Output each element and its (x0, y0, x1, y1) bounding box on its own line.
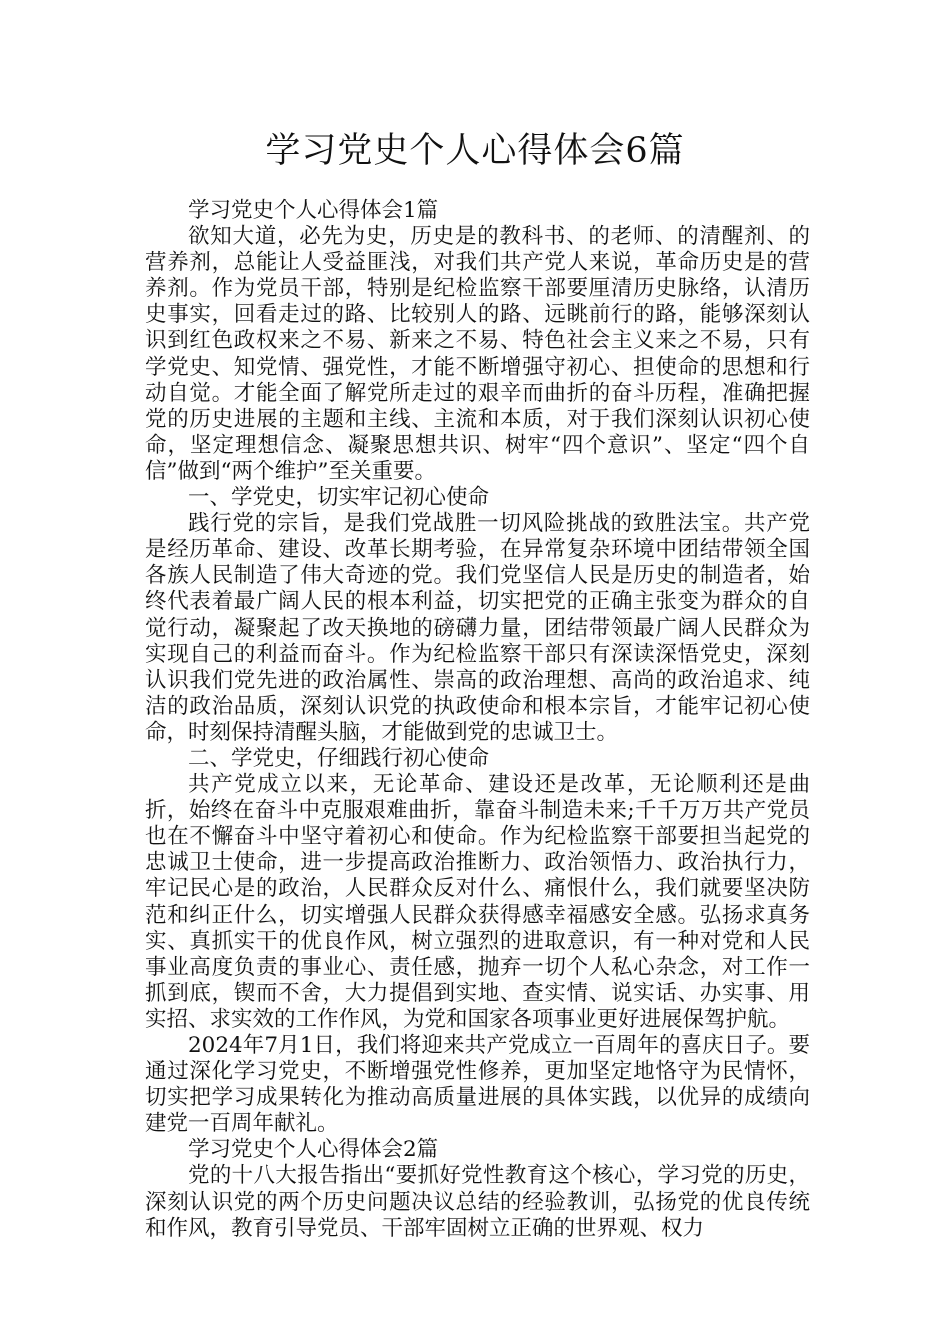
section-heading-1: 学习党史个人心得体会1篇 (188, 198, 439, 223)
body-paragraph: 践行党的宗旨，是我们党战胜一切风险挑战的致胜法宝。共产党是经历革命、建设、改革长期考验，在异常复杂环境中团结带领全国各族人民制造了伟大奇迹的党。我们党坚信人民是历史的制造者，始终代表着最广阔人民的根本利益，切实把党的正确主张变为群众的自觉行动，凝聚起了改天换地的磅礴力量，团结带领最广阔人民群众为实现自己的利益而奋斗。作为纪检监察干部只有深读深悟党史，深刻认识我们党先进的政治属性、崇高的政治理想、高尚的政治追求、纯洁的政治品质，深刻认识党的执政使命和根本宗旨，才能牢记初心使命，时刻保持清醒头脑，才能做到党的忠诚卫士。 (145, 511, 810, 745)
document-body (145, 198, 810, 1242)
body-paragraph: 2024年7月1日，我们将迎来共产党成立一百周年的喜庆日子。要通过深化学习党史，不断增强党性修养，更加坚定地恪守为民情怀，切实把学习成果转化为推动高质量进展的具体实践，以优异的成绩向建党一百周年献礼。 (145, 1033, 810, 1137)
document-title: 学习党史个人心得体会6篇 (265, 131, 685, 171)
subsection-heading: 二、学党史，仔细践行初心使命 (188, 745, 490, 771)
body-paragraph: 欲知大道，必先为史，历史是的教科书、的老师、的清醒剂、的营养剂，总能让人受益匪浅，对我们共产党人来说，革命历史是的营养剂。作为党员干部，特别是纪检监察干部要厘清历史脉络，认清历史事实，回看走过的路、比较别人的路、远眺前行的路，能够深刻认识到红色政权来之不易、新来之不易、特色社会主义来之不易，只有学党史、知党情、强党性，才能不断增强守初心、担使命的思想和行动自觉。才能全面了解党所走过的艰辛而曲折的奋斗历程，准确把握党的历史进展的主题和主线、主流和本质，对于我们深刻认识初心使命，坚定理想信念、凝聚思想共识、树牢“四个意识”、坚定“四个自信”做到“两个维护”至关重要。 (145, 224, 810, 484)
body-paragraph: 共产党成立以来，无论革命、建设还是改革，无论顺利还是曲折，始终在奋斗中克服艰难曲折，靠奋斗制造未来;千千万万共产党员也在不懈奋斗中坚守着初心和使命。作为纪检监察干部要担当起党的忠诚卫士使命，进一步提高政治推断力、政治领悟力、政治执行力，牢记民心是的政治，人民群众反对什么、痛恨什么，我们就要坚决防范和纠正什么，切实增强人民群众获得感幸福感安全感。弘扬求真务实、真抓实干的优良作风，树立强烈的进取意识，有一种对党和人民事业高度负责的事业心、责任感，抛弃一切个人私心杂念，对工作一抓到底，锲而不舍，大力提倡到实地、查实情、说实话、办实事、用实招、求实效的工作作风，为党和国家各项事业更好进展保驾护航。 (145, 772, 810, 1032)
subsection-heading: 一、学党史，切实牢记初心使命 (188, 485, 490, 511)
body-paragraph: 党的十八大报告指出“要抓好党性教育这个核心，学习党的历史，深刻认识党的两个历史问题决议总结的经验教训，弘扬党的优良传统和作风，教育引导党员、干部牢固树立正确的世界观、权力 (145, 1163, 810, 1241)
section-heading-2: 学习党史个人心得体会2篇 (188, 1137, 439, 1163)
